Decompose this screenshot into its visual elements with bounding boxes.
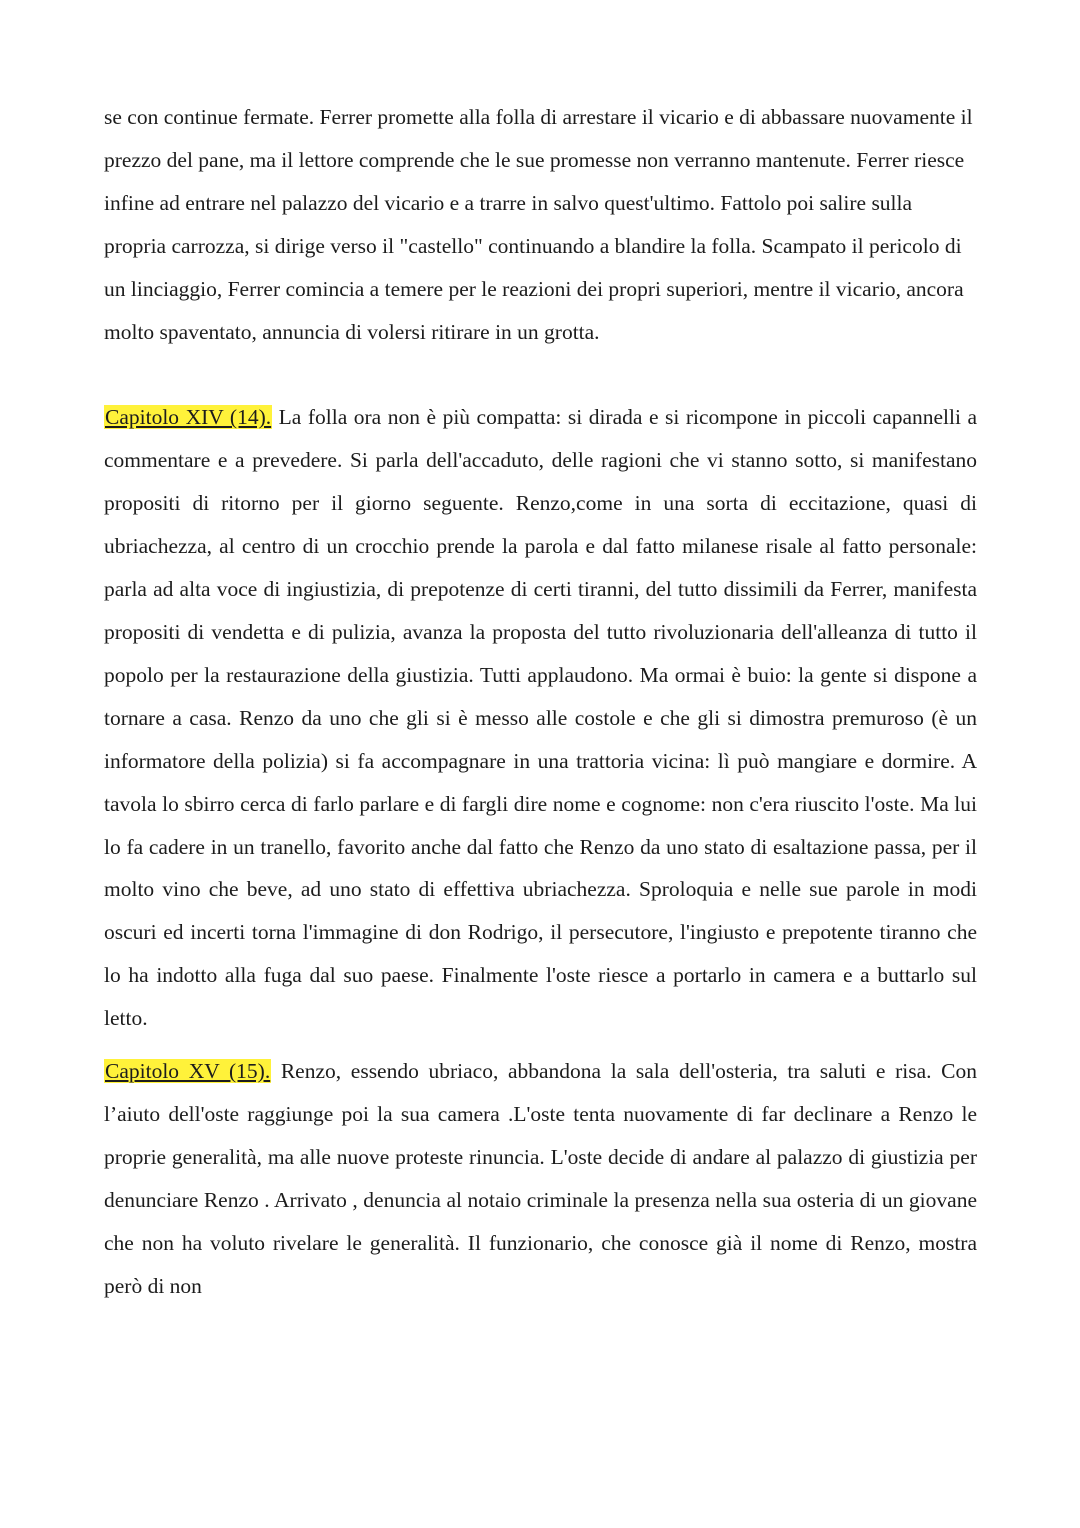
chapter-14-paragraph bbox=[104, 396, 977, 1040]
chapter-14-heading: Capitolo XIV (14). bbox=[105, 405, 272, 430]
chapter-14-body: La folla ora non è più compatta: si dirada e si ricompone in piccoli capannelli a commentare e a prevedere. Si parla dell'accaduto, delle ragioni che vi stanno sotto, si manifestano propositi di ritorno per il giorno seguente. Renzo,come in una sorta di eccitazione, quasi di ubriachezza, al centro di un crocchio prende la parola e dal fatto milanese risale al fatto personale: parla ad alta voce di ingiustizia, di prepotenze di certi tiranni, del tutto dissimili da Ferrer, manifesta propositi di vendetta e di pulizia, avanza la proposta del tutto rivoluzionaria dell'alleanza di tutto il popolo per la restaurazione della giustizia. Tutti applaudono. Ma ormai è buio: la gente si dispone a tornare a casa. Renzo da uno che gli si è messo alle costole e che gli si dimostra premuroso (è un informatore della polizia) si fa accompagnare in una trattoria vicina: lì può mangiare e dormire. A tavola lo sbirro cerca di farlo parlare e di fargli dire nome e cognome: non c'era riuscito l'oste. Ma lui lo fa cadere in un tranello, favorito anche dal fatto che Renzo da uno stato di esaltazione passa, per il molto vino che beve, ad uno stato di effettiva ubriachezza. Sproloquia e nelle sue parole in modi oscuri ed incerti torna l'immagine di don Rodrigo, il persecutore, l'ingiusto e prepotente tiranno che lo ha indotto alla fuga dal suo paese. Finalmente l'oste riesce a portarlo in camera e a buttarlo sul letto. bbox=[104, 405, 978, 1031]
document-page bbox=[104, 96, 977, 1307]
chapter-15-paragraph bbox=[104, 1050, 977, 1307]
chapter-15-body: Renzo, essendo ubriaco, abbandona la sala dell'osteria, tra saluti e risa. Con l’aiuto dell'oste raggiunge poi la sua camera .L'oste tenta nuovamente di far declinare a Renzo le proprie generalità, ma alle nuove proteste rinuncia. L'oste decide di andare al palazzo di giustizia per denunciare Renzo . Arrivato , denuncia al notaio criminale la presenza nella sua osteria di un giovane che non ha voluto rivelare le generalità. Il funzionario, che conosce già il nome di Renzo, mostra però di non bbox=[104, 1059, 978, 1298]
chapter-15-heading: Capitolo XV (15). bbox=[105, 1059, 271, 1084]
intro-paragraph: se con continue fermate. Ferrer promette alla folla di arrestare il vicario e di abbassare nuovamente il prezzo del pane, ma il lettore comprende che le sue promesse non verranno mantenute. Ferrer riesce infine ad entrare nel palazzo del vicario e a trarre in salvo quest'ultimo. Fattolo poi salire sulla propria carrozza, si dirige verso il "castello" continuando a blandire la folla. Scampato il pericolo di un linciaggio, Ferrer comincia a temere per le reazioni dei propri superiori, mentre il vicario, ancora molto spaventato, annuncia di volersi ritirare in un grotta. bbox=[104, 105, 973, 344]
